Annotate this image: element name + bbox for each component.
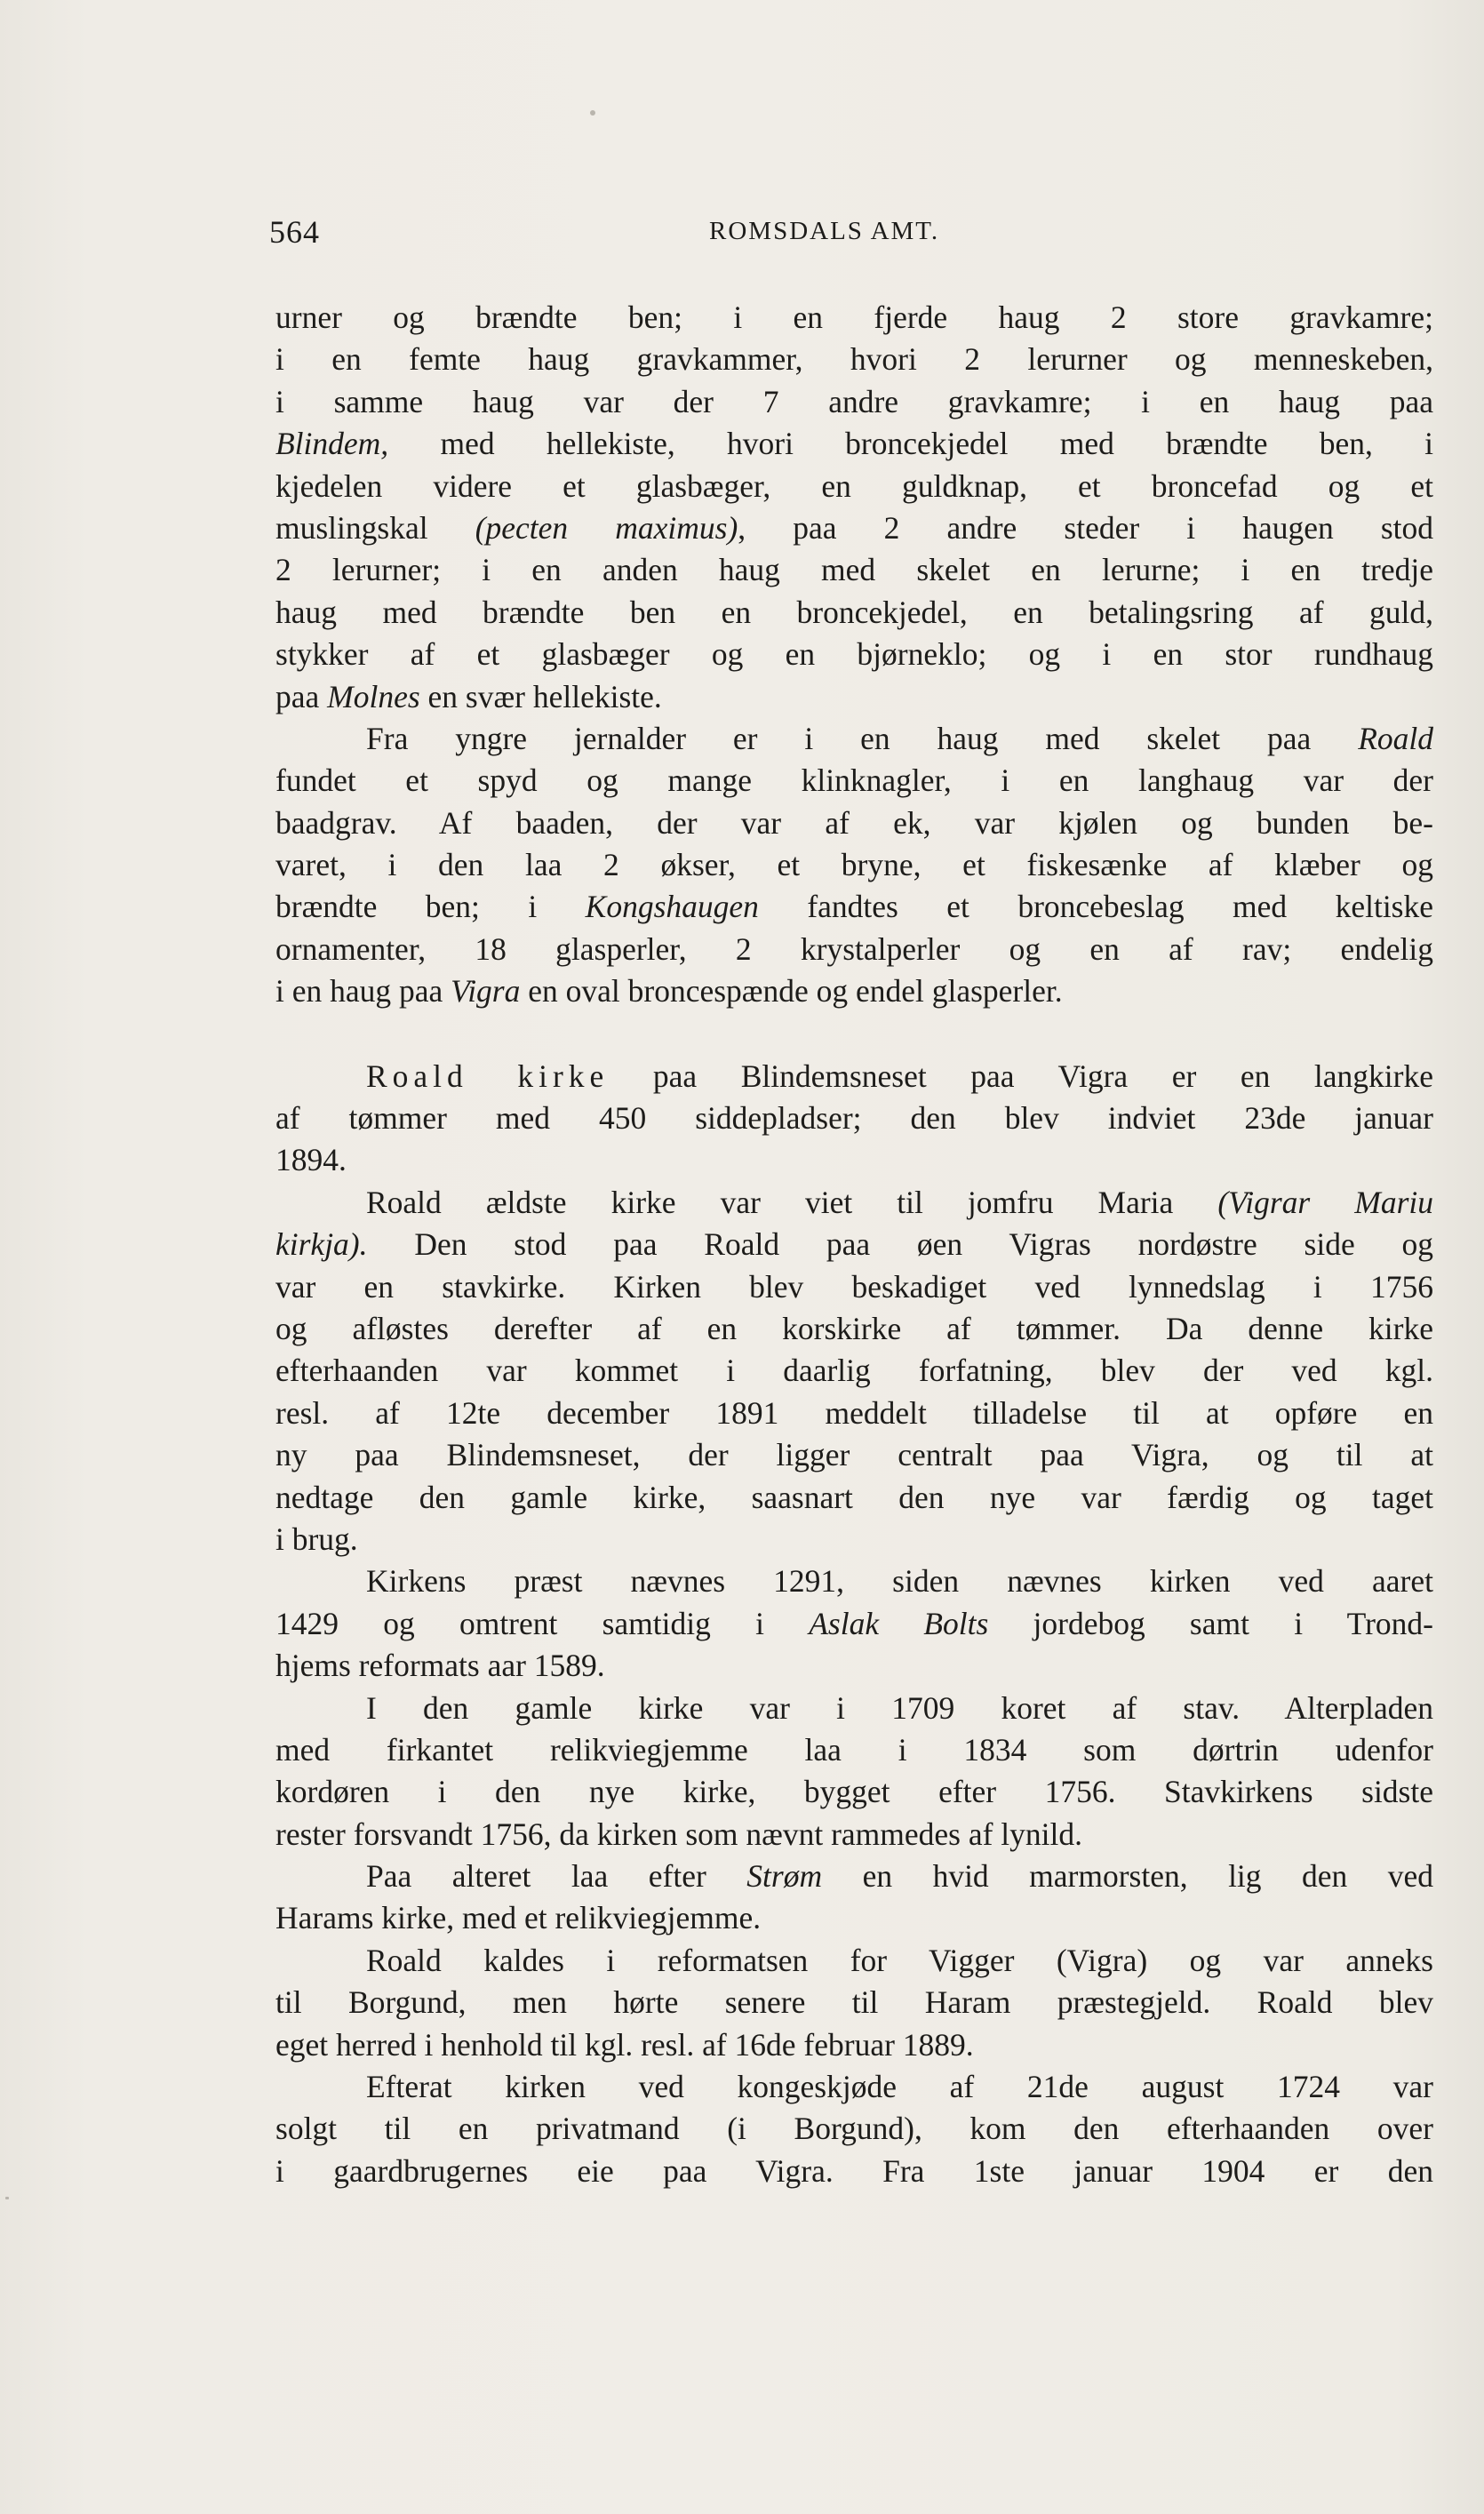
text-line: hjems reformats aar 1589. bbox=[275, 1648, 605, 1684]
text-line: Roald kaldes i reformatsen for Vigger (Vigra) og var anneks bbox=[366, 1942, 1433, 1978]
text-line: ornamenter, 18 glasperler, 2 krystalperler og en af rav; endelig bbox=[275, 930, 1433, 967]
latin-name: (pecten maximus) bbox=[475, 509, 738, 546]
text-span: paa Blindemsneset paa Vigra er en langkirke bbox=[652, 1057, 1433, 1094]
text-line: og afløstes derefter af en korskirke af tømmer. Da denne kirke bbox=[275, 1310, 1433, 1346]
text-line bbox=[275, 718, 1433, 760]
place-name: Blindem, bbox=[275, 426, 389, 462]
text-line: var en stavkirke. Kirken blev beskadiget ved lynnedslag i 1756 bbox=[275, 1268, 1433, 1305]
text-line bbox=[275, 1056, 1433, 1097]
text-line: 2 lerurner; i en anden haug med skelet en lerurne; i en tredje bbox=[275, 552, 1433, 588]
text-span: jordebog samt i Trond- bbox=[1033, 1605, 1433, 1641]
text-line: rester forsvandt 1756, da kirken som nævnt rammedes af lynild. bbox=[275, 1816, 1083, 1852]
text-span: en hvid marmorsten, lig den ved bbox=[862, 1858, 1433, 1895]
text-line: i gaardbrugernes eie paa Vigra. Fra 1ste januar 1904 er den bbox=[275, 2152, 1433, 2189]
text-line: Kirkens præst nævnes 1291, siden nævnes kirken ved aaret bbox=[366, 1563, 1433, 1600]
place-name: Vigra bbox=[451, 973, 521, 1010]
text-line: solgt til en privatmand (i Borgund), kom den efterhaanden over bbox=[275, 2111, 1433, 2147]
text-line: ny paa Blindemsneset, der ligger centralt paa Vigra, og til at bbox=[275, 1437, 1433, 1473]
text-span: brændte ben; i bbox=[275, 889, 538, 925]
text-line bbox=[275, 886, 1433, 928]
church-name: Roald kirke bbox=[366, 1057, 610, 1094]
text-line: kordøren i den nye kirke, bygget efter 1756. Stavkirkens sidste bbox=[275, 1774, 1433, 1810]
text-line bbox=[275, 1182, 1433, 1224]
text-line: efterhaanden var kommet i daarlig forfatning, blev der ved kgl. bbox=[275, 1353, 1433, 1389]
text-line: til Borgund, men hørte senere til Haram præstegjeld. Roald blev bbox=[275, 1984, 1433, 2021]
text-line bbox=[275, 507, 1433, 549]
text-line: i samme haug var der 7 andre gravkamre; i en haug paa bbox=[275, 383, 1433, 419]
text-line: urner og brændte ben; i en fjerde haug 2 store gravkamre; bbox=[275, 299, 1433, 335]
place-name: Kongshaugen bbox=[585, 889, 759, 925]
text-line: fundet et spyd og mange klinknagler, i en langhaug var der bbox=[275, 762, 1433, 799]
text-line: I den gamle kirke var i 1709 koret af stav. Alterpladen bbox=[366, 1689, 1433, 1726]
text-line bbox=[275, 1856, 1433, 1897]
person-name: Strøm bbox=[746, 1858, 823, 1895]
text-span: paa bbox=[275, 678, 320, 714]
paper-speck bbox=[590, 110, 595, 116]
old-name: kirkja). bbox=[275, 1226, 368, 1263]
text-line: varet, i den laa 2 økser, et bryne, et fiskesænke af klæber og bbox=[275, 847, 1433, 883]
text-span: Den stod paa Roald paa øen Vigras nordøstre side og bbox=[414, 1226, 1433, 1263]
text-line: med firkantet relikviegjemme laa i 1834 som dørtrin udenfor bbox=[275, 1731, 1433, 1768]
text-line: eget herred i henhold til kgl. resl. af 16de februar 1889. bbox=[275, 2026, 974, 2063]
text-span: 1429 og omtrent samtidig i bbox=[275, 1605, 764, 1641]
text-line bbox=[275, 423, 1433, 465]
place-name: Molnes bbox=[327, 678, 420, 714]
text-line bbox=[275, 970, 1433, 1012]
text-line: resl. af 12te december 1891 meddelt tilladelse til at opføre en bbox=[275, 1394, 1433, 1431]
text-span: en svær hellekiste. bbox=[427, 678, 662, 714]
text-line: i brug. bbox=[275, 1520, 358, 1557]
page-number: 564 bbox=[269, 214, 320, 250]
paper-speck bbox=[5, 2197, 9, 2199]
text-line: Harams kirke, med et relikviegjemme. bbox=[275, 1900, 762, 1936]
text-line: stykker af et glasbæger og en bjørneklo; og i en stor rundhaug bbox=[275, 636, 1433, 673]
place-name: Roald bbox=[1358, 720, 1433, 756]
text-span: , paa 2 andre steder i haugen stod bbox=[738, 509, 1433, 546]
text-span: Roald ældste kirke var viet til jomfru Maria bbox=[366, 1184, 1174, 1220]
section-gap bbox=[275, 1013, 1433, 1056]
text-span: Fra yngre jernalder er i en haug med skelet paa bbox=[366, 720, 1312, 756]
running-head: ROMSDALS AMT. bbox=[709, 217, 940, 245]
person-name: Aslak Bolts bbox=[809, 1605, 989, 1641]
text-line bbox=[275, 1603, 1433, 1645]
page-header bbox=[269, 213, 1433, 249]
body-text bbox=[275, 297, 1433, 2192]
text-line: baadgrav. Af baaden, der var af ek, var kjølen og bunden be- bbox=[275, 804, 1433, 841]
text-line bbox=[275, 1224, 1433, 1265]
text-span: fandtes et broncebeslag med keltiske bbox=[807, 889, 1433, 925]
text-line: af tømmer med 450 siddepladser; den blev indviet 23de januar bbox=[275, 1100, 1433, 1137]
old-name: (Vigrar Mariu bbox=[1217, 1184, 1433, 1220]
text-span: Paa alteret laa efter bbox=[366, 1858, 706, 1895]
text-span: muslingskal bbox=[275, 509, 428, 546]
text-span: en oval broncespænde og endel glasperler. bbox=[528, 973, 1063, 1010]
text-line bbox=[275, 676, 1433, 718]
text-line: i en femte haug gravkammer, hvori 2 lerurner og menneskeben, bbox=[275, 341, 1433, 378]
text-line: nedtage den gamle kirke, saasnart den nye var færdig og taget bbox=[275, 1479, 1433, 1515]
text-line: Efterat kirken ved kongeskjøde af 21de august 1724 var bbox=[366, 2069, 1433, 2105]
text-line: haug med brændte ben en broncekjedel, en betalingsring af guld, bbox=[275, 594, 1433, 630]
text-line: kjedelen videre et glasbæger, en guldknap, et broncefad og et bbox=[275, 467, 1433, 504]
text-span: i en haug paa bbox=[275, 973, 443, 1010]
text-span: med hellekiste, hvori broncekjedel med brændte ben, i bbox=[440, 426, 1433, 462]
text-line: 1894. bbox=[275, 1142, 347, 1178]
